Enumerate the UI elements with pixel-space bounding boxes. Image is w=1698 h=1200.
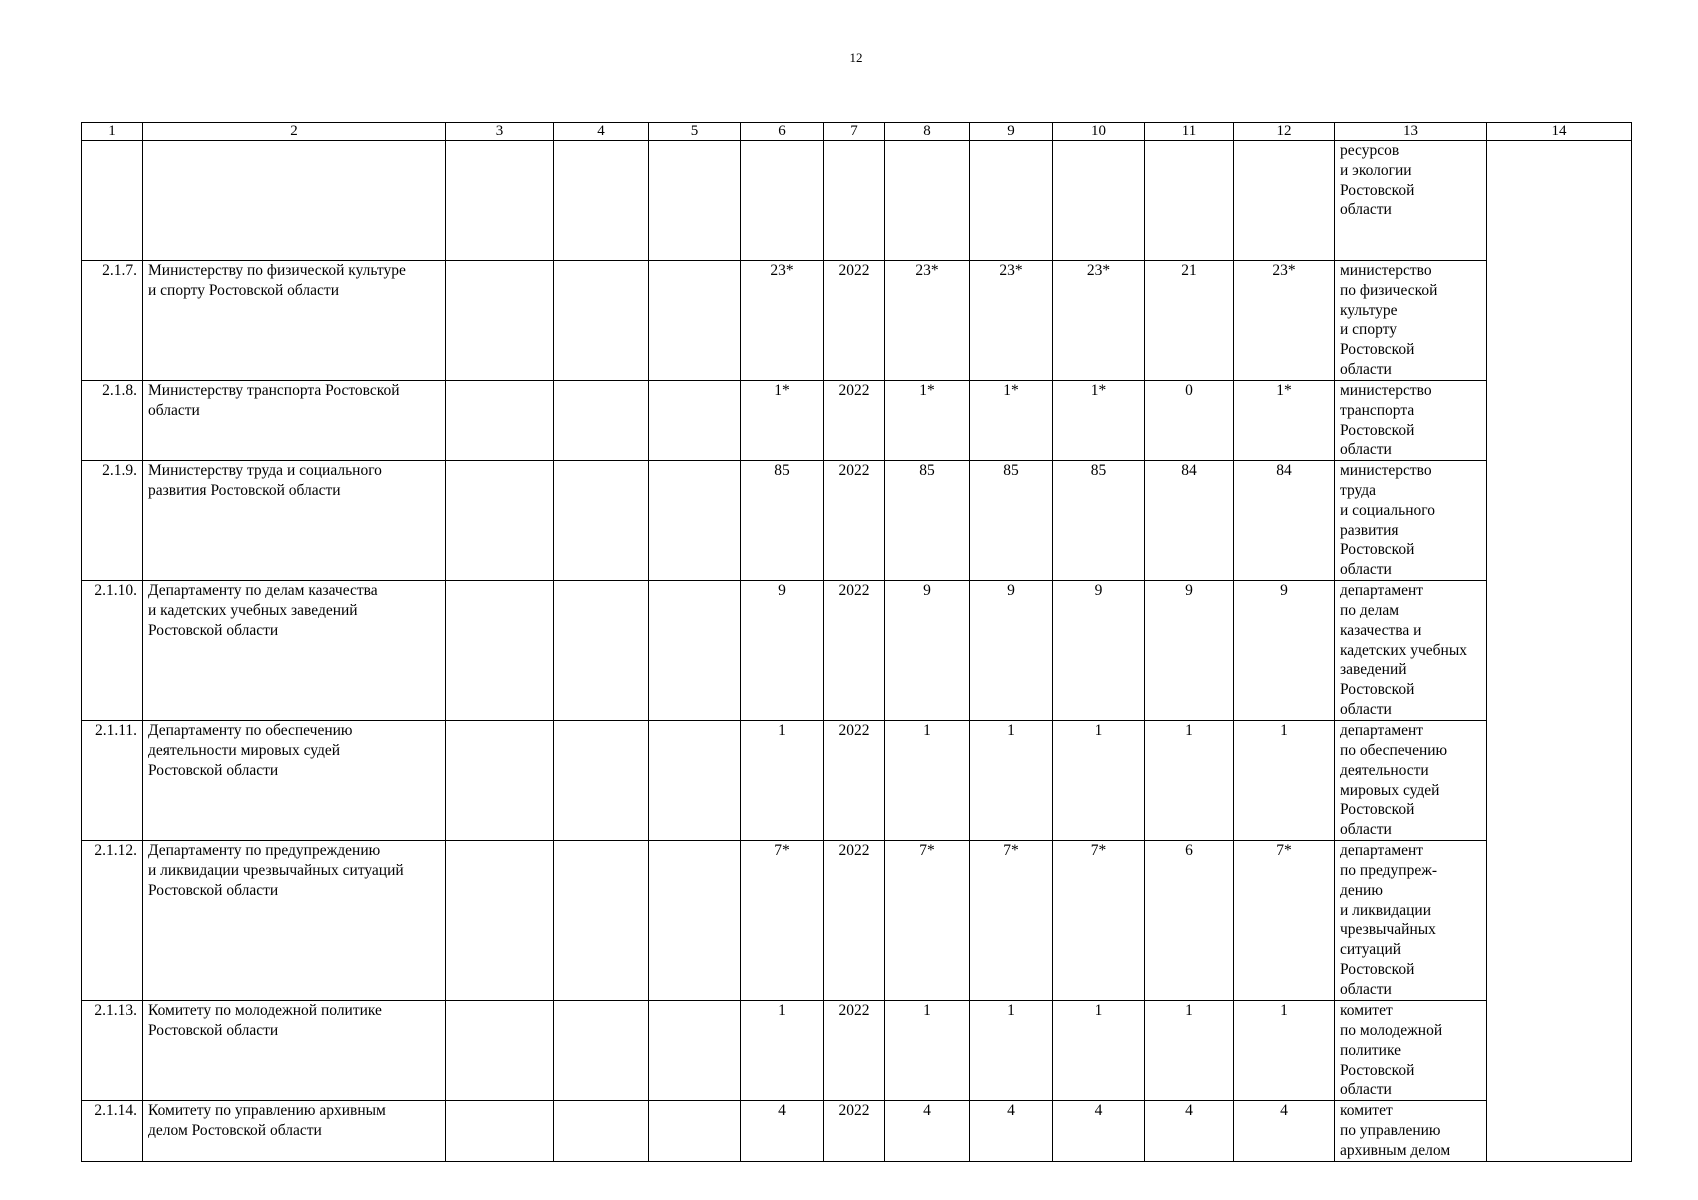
executor-cell <box>1335 261 1487 381</box>
empty-cell <box>446 461 554 581</box>
executor-line: труда <box>1340 481 1377 499</box>
executor-line: области <box>1340 561 1392 579</box>
value-cell: 4 <box>885 1101 970 1161</box>
column-header: 5 <box>649 123 741 141</box>
empty-cell <box>649 141 741 261</box>
executor-line: области <box>1340 360 1392 378</box>
executor-line: области <box>1340 1081 1392 1099</box>
value-cell: 1 <box>885 1001 970 1101</box>
empty-cell <box>649 1101 741 1161</box>
executor-line: министерство <box>1340 382 1432 399</box>
executor-cell <box>1335 141 1487 261</box>
executor-cell <box>1335 841 1487 1001</box>
empty-cell <box>824 141 885 261</box>
executor-line: Ростовской <box>1340 541 1415 559</box>
empty-cell <box>649 381 741 461</box>
item-name-line: Министерству по физической культуре <box>148 262 406 279</box>
value-cell: 1 <box>1234 1001 1335 1101</box>
empty-cell <box>446 141 554 261</box>
value-cell: 1* <box>1053 381 1145 461</box>
item-name-line: Ростовской области <box>148 621 279 639</box>
item-name-line: Ростовской области <box>148 881 279 899</box>
empty-cell <box>554 261 649 381</box>
executor-line: департамент <box>1340 842 1424 860</box>
item-name <box>143 261 446 381</box>
executor-cell <box>1335 1101 1487 1161</box>
value-cell: 9 <box>970 581 1053 721</box>
value-cell: 4 <box>970 1101 1053 1161</box>
item-name-line: Министерству труда и социального <box>148 462 382 480</box>
item-name <box>143 1101 446 1161</box>
value-cell: 7* <box>885 841 970 1001</box>
executor-line: дению <box>1340 881 1383 899</box>
item-name <box>143 841 446 1001</box>
value-cell: 1 <box>1053 721 1145 841</box>
value-cell: 4 <box>1053 1101 1145 1161</box>
year-cell: 2022 <box>824 1101 885 1161</box>
item-name-line: Министерству транспорта Ростовской <box>148 382 400 399</box>
column-header: 14 <box>1487 123 1632 141</box>
empty-cell <box>554 461 649 581</box>
executor-cell <box>1335 381 1487 461</box>
executor-line: Ростовской <box>1340 801 1415 819</box>
executor-line: и ликвидации <box>1340 901 1431 919</box>
empty-cell <box>554 581 649 721</box>
executor-line: деятельности <box>1340 761 1429 779</box>
item-code: 2.1.12. <box>82 841 143 1001</box>
executor-line: по предупреж- <box>1340 861 1438 879</box>
table-row <box>82 141 1632 261</box>
table-row <box>82 261 1632 381</box>
value-cell: 23* <box>885 261 970 381</box>
item-code: 2.1.9. <box>82 461 143 581</box>
empty-cell <box>554 381 649 461</box>
executor-line: по физической <box>1340 281 1438 299</box>
executor-line: области <box>1340 700 1392 718</box>
value-cell: 9 <box>1053 581 1145 721</box>
item-name-line: Департаменту по предупреждению <box>148 842 381 860</box>
column-header: 4 <box>554 123 649 141</box>
table-row <box>82 1101 1632 1161</box>
empty-cell <box>970 141 1053 261</box>
executor-line: кадетских учебных <box>1340 641 1468 659</box>
empty-cell <box>446 841 554 1001</box>
executor-line: министерство <box>1340 462 1432 480</box>
executor-line: Ростовской <box>1340 421 1415 439</box>
executor-line: по обеспечению <box>1340 741 1448 759</box>
empty-cell <box>1145 141 1234 261</box>
empty-cell <box>446 721 554 841</box>
empty-cell <box>446 261 554 381</box>
executor-line: комитет <box>1340 1102 1393 1120</box>
value-cell: 84 <box>1234 461 1335 581</box>
value-cell: 1 <box>1234 721 1335 841</box>
item-code: 2.1.13. <box>82 1001 143 1101</box>
value-cell: 9 <box>1234 581 1335 721</box>
empty-cell <box>446 381 554 461</box>
table-row <box>82 581 1632 721</box>
value-cell: 1 <box>885 721 970 841</box>
value-cell: 1* <box>741 381 824 461</box>
executor-line: Ростовской <box>1340 960 1415 978</box>
data-table <box>81 122 1632 1162</box>
column-14-cell <box>1487 141 1632 1162</box>
value-cell: 1 <box>1053 1001 1145 1101</box>
column-header: 12 <box>1234 123 1335 141</box>
empty-cell <box>649 581 741 721</box>
value-cell: 6 <box>1145 841 1234 1001</box>
empty-cell <box>446 1101 554 1161</box>
value-cell: 23* <box>741 261 824 381</box>
item-code: 2.1.11. <box>82 721 143 841</box>
value-cell: 1* <box>1234 381 1335 461</box>
value-cell: 9 <box>885 581 970 721</box>
executor-line: комитет <box>1340 1002 1393 1020</box>
table-row <box>82 381 1632 461</box>
executor-line: и социального <box>1340 501 1435 519</box>
value-cell: 1 <box>741 1001 824 1101</box>
value-cell: 1 <box>970 1001 1053 1101</box>
executor-line: и спорту <box>1340 321 1397 339</box>
item-name-line: Ростовской области <box>148 1021 279 1039</box>
executor-line: политике <box>1340 1041 1401 1059</box>
item-name <box>143 721 446 841</box>
executor-line: казачества и <box>1340 621 1422 639</box>
value-cell: 1 <box>1145 1001 1234 1101</box>
executor-line: архивным делом <box>1340 1141 1451 1159</box>
item-name <box>143 461 446 581</box>
value-cell: 7* <box>970 841 1053 1001</box>
executor-line: департамент <box>1340 582 1424 600</box>
item-name-line: Департаменту по обеспечению <box>148 722 353 740</box>
executor-line: транспорта <box>1340 401 1415 419</box>
item-name-line: Комитету по молодежной политике <box>148 1002 382 1020</box>
executor-line: области <box>1340 441 1392 459</box>
empty-cell <box>554 1101 649 1161</box>
executor-line: ресурсов <box>1340 142 1400 159</box>
column-header: 3 <box>446 123 554 141</box>
item-name <box>143 381 446 461</box>
empty-cell <box>885 141 970 261</box>
executor-line: департамент <box>1340 722 1424 740</box>
value-cell: 84 <box>1145 461 1234 581</box>
empty-cell <box>554 1001 649 1101</box>
column-header: 13 <box>1335 123 1487 141</box>
table-row <box>82 1001 1632 1101</box>
empty-cell <box>649 461 741 581</box>
empty-cell <box>649 721 741 841</box>
empty-cell <box>741 141 824 261</box>
value-cell: 7* <box>1053 841 1145 1001</box>
item-name-line: и кадетских учебных заведений <box>148 601 358 619</box>
year-cell: 2022 <box>824 1001 885 1101</box>
column-header: 2 <box>143 123 446 141</box>
value-cell: 1 <box>741 721 824 841</box>
page-number: 12 <box>849 50 863 65</box>
executor-line: Ростовской <box>1340 181 1415 199</box>
column-header: 1 <box>82 123 143 141</box>
executor-line: по управлению <box>1340 1121 1441 1139</box>
value-cell: 1* <box>970 381 1053 461</box>
year-cell: 2022 <box>824 261 885 381</box>
item-name-line: развития Ростовской области <box>148 481 341 499</box>
executor-cell <box>1335 461 1487 581</box>
value-cell: 23* <box>970 261 1053 381</box>
year-cell: 2022 <box>824 461 885 581</box>
executor-line: Ростовской <box>1340 1061 1415 1079</box>
table-row <box>82 841 1632 1001</box>
year-cell: 2022 <box>824 581 885 721</box>
year-cell: 2022 <box>824 381 885 461</box>
item-name <box>143 581 446 721</box>
value-cell: 4 <box>1145 1101 1234 1161</box>
executor-line: министерство <box>1340 262 1432 279</box>
executor-line: развития <box>1340 521 1399 539</box>
value-cell: 9 <box>1145 581 1234 721</box>
item-name-line: и спорту Ростовской области <box>148 281 339 299</box>
executor-line: области <box>1340 821 1392 839</box>
item-name-line: деятельности мировых судей <box>148 741 341 759</box>
item-code: 2.1.8. <box>82 381 143 461</box>
executor-line: и экологии <box>1340 161 1412 179</box>
item-name-line: Комитету по управлению архивным <box>148 1102 386 1120</box>
executor-line: по делам <box>1340 601 1400 619</box>
empty-cell <box>554 841 649 1001</box>
item-name-line: Департаменту по делам казачества <box>148 582 378 600</box>
empty-cell <box>649 261 741 381</box>
value-cell: 1 <box>1145 721 1234 841</box>
value-cell: 1* <box>885 381 970 461</box>
empty-cell <box>446 1001 554 1101</box>
value-cell: 21 <box>1145 261 1234 381</box>
value-cell: 85 <box>885 461 970 581</box>
value-cell: 85 <box>1053 461 1145 581</box>
table-row <box>82 721 1632 841</box>
value-cell: 4 <box>741 1101 824 1161</box>
item-name <box>143 1001 446 1101</box>
column-header: 7 <box>824 123 885 141</box>
column-header: 10 <box>1053 123 1145 141</box>
empty-cell <box>554 141 649 261</box>
value-cell: 7* <box>741 841 824 1001</box>
value-cell: 85 <box>970 461 1053 581</box>
value-cell: 23* <box>1053 261 1145 381</box>
year-cell: 2022 <box>824 721 885 841</box>
executor-cell <box>1335 721 1487 841</box>
item-name-line: области <box>148 401 200 419</box>
empty-cell <box>649 1001 741 1101</box>
executor-line: чрезвычайных <box>1340 921 1436 939</box>
empty-cell <box>446 581 554 721</box>
item-name-line: Ростовской области <box>148 761 279 779</box>
table-row <box>82 461 1632 581</box>
executor-line: Ростовской <box>1340 681 1415 699</box>
column-number-row <box>82 123 1632 141</box>
item-code: 2.1.14. <box>82 1101 143 1161</box>
empty-cell <box>554 721 649 841</box>
year-cell: 2022 <box>824 841 885 1001</box>
executor-line: ситуаций <box>1340 941 1402 959</box>
executor-line: заведений <box>1340 661 1407 679</box>
value-cell: 7* <box>1234 841 1335 1001</box>
column-header: 6 <box>741 123 824 141</box>
empty-cell <box>1053 141 1145 261</box>
value-cell: 23* <box>1234 261 1335 381</box>
value-cell: 0 <box>1145 381 1234 461</box>
executor-line: мировых судей <box>1340 781 1440 799</box>
empty-cell <box>143 141 446 261</box>
empty-cell <box>649 841 741 1001</box>
executor-line: Ростовской <box>1340 341 1415 359</box>
executor-cell <box>1335 581 1487 721</box>
value-cell: 4 <box>1234 1101 1335 1161</box>
executor-line: области <box>1340 980 1392 998</box>
column-header: 9 <box>970 123 1053 141</box>
value-cell: 85 <box>741 461 824 581</box>
item-code: 2.1.7. <box>82 261 143 381</box>
column-header: 8 <box>885 123 970 141</box>
item-code: 2.1.10. <box>82 581 143 721</box>
item-name-line: и ликвидации чрезвычайных ситуаций <box>148 861 404 879</box>
value-cell: 1 <box>970 721 1053 841</box>
empty-cell <box>82 141 143 261</box>
executor-line: культуре <box>1340 301 1398 319</box>
item-name-line: делом Ростовской области <box>148 1121 322 1139</box>
executor-line: по молодежной <box>1340 1021 1443 1039</box>
executor-line: области <box>1340 201 1392 219</box>
executor-cell <box>1335 1001 1487 1101</box>
value-cell: 9 <box>741 581 824 721</box>
column-header: 11 <box>1145 123 1234 141</box>
empty-cell <box>1234 141 1335 261</box>
